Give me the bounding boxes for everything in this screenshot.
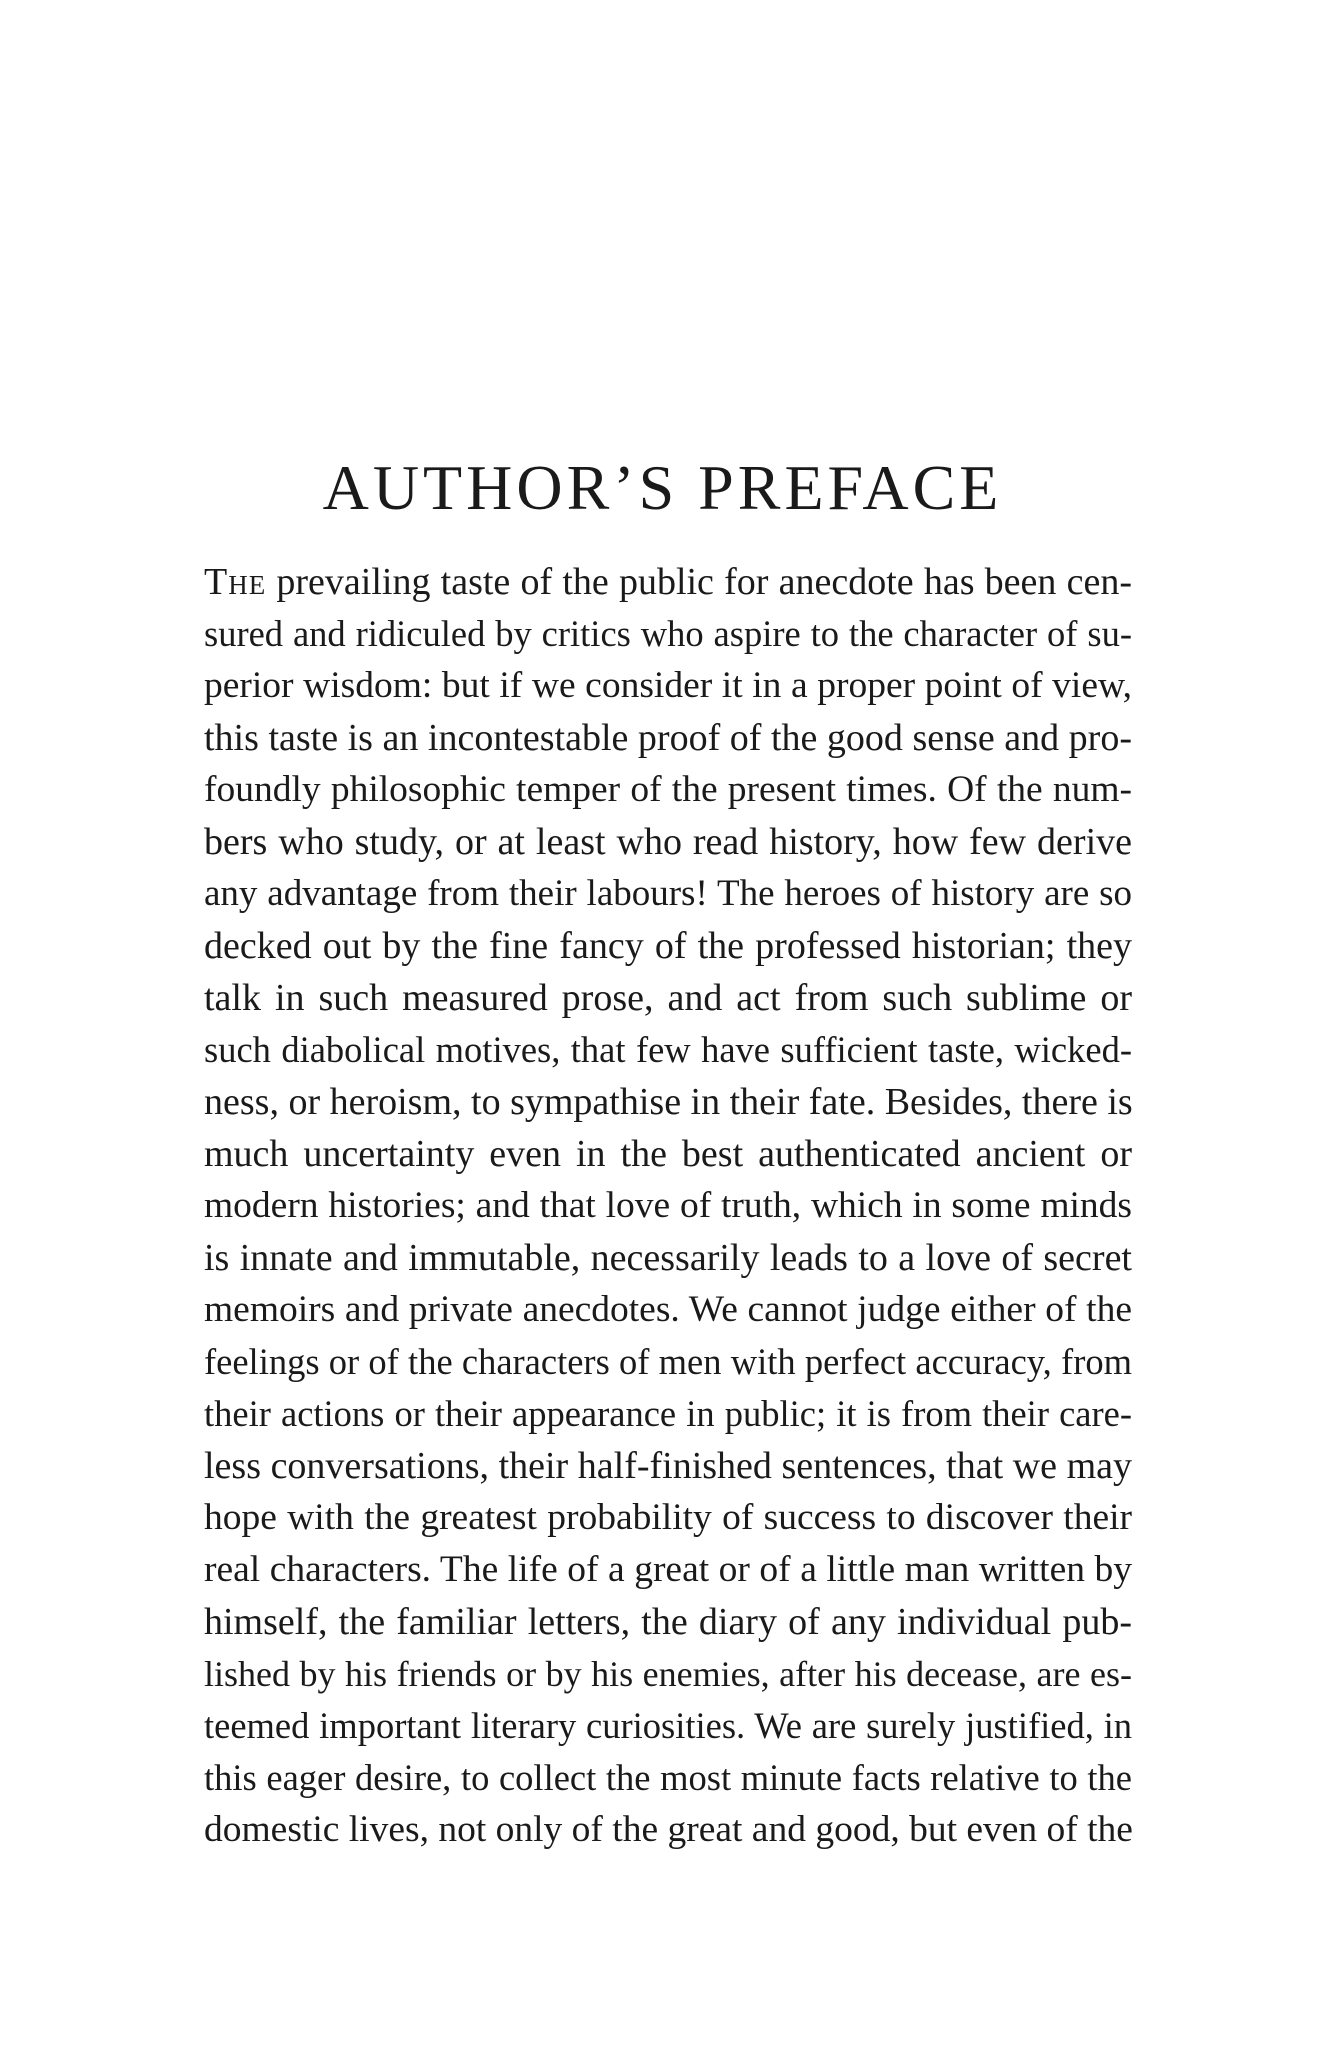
text-line: decked out by the fine fancy of the professed historian; they: [204, 925, 1132, 967]
text-line: ness, or heroism, to sympathise in their fate. Besides, there is: [204, 1081, 1133, 1123]
text-line: teemed important literary curiosities. We are surely justified, in: [204, 1705, 1132, 1746]
text-line: feelings or of the characters of men with perfect accuracy, from: [204, 1341, 1132, 1382]
text-line: sured and ridiculed by critics who aspire to the character of su-: [204, 613, 1132, 654]
text-line: modern histories; and that love of truth, which in some minds: [204, 1185, 1132, 1226]
text-line: perior wisdom: but if we consider it in a proper point of view,: [204, 665, 1132, 706]
text-line: less conversations, their half-finished sentences, that we may: [204, 1445, 1132, 1487]
text-line: such diabolical motives, that few have sufficient taste, wicked-: [204, 1029, 1132, 1070]
text-line: this taste is an incontestable proof of the good sense and pro-: [204, 717, 1132, 759]
text-line: real characters. The life of a great or of a little man written by: [204, 1549, 1132, 1590]
text-line: The prevailing taste of the public for anecdote has been cen-: [204, 561, 1132, 603]
text-line: talk in such measured prose, and act from such sublime or: [204, 977, 1132, 1019]
text-line: much uncertainty even in the best authenticated ancient or: [204, 1133, 1132, 1175]
drop-word: The: [204, 561, 267, 603]
text-line: foundly philosophic temper of the present times. Of the num-: [204, 769, 1132, 810]
text-line: lished by his friends or by his enemies, after his decease, are es-: [204, 1654, 1132, 1694]
text-line: himself, the familiar letters, the diary of any individual pub-: [204, 1601, 1132, 1643]
text-line: this eager desire, to collect the most minute facts relative to the: [204, 1757, 1132, 1798]
preface-paragraph: [204, 556, 1132, 1856]
text-line: any advantage from their labours! The heroes of history are so: [204, 873, 1132, 914]
text-line: memoirs and private anecdotes. We cannot judge either of the: [204, 1289, 1132, 1330]
text-line: is innate and immutable, necessarily leads to a love of secret: [204, 1237, 1132, 1279]
text-line: their actions or their appearance in public; it is from their care-: [204, 1393, 1132, 1434]
text-line: domestic lives, not only of the great and good, but even of the: [204, 1809, 1133, 1850]
text-line: hope with the greatest probability of success to discover their: [204, 1497, 1132, 1538]
text-line: bers who study, or at least who read history, how few derive: [204, 821, 1132, 863]
page-title: AUTHOR’S PREFACE: [322, 452, 1003, 523]
